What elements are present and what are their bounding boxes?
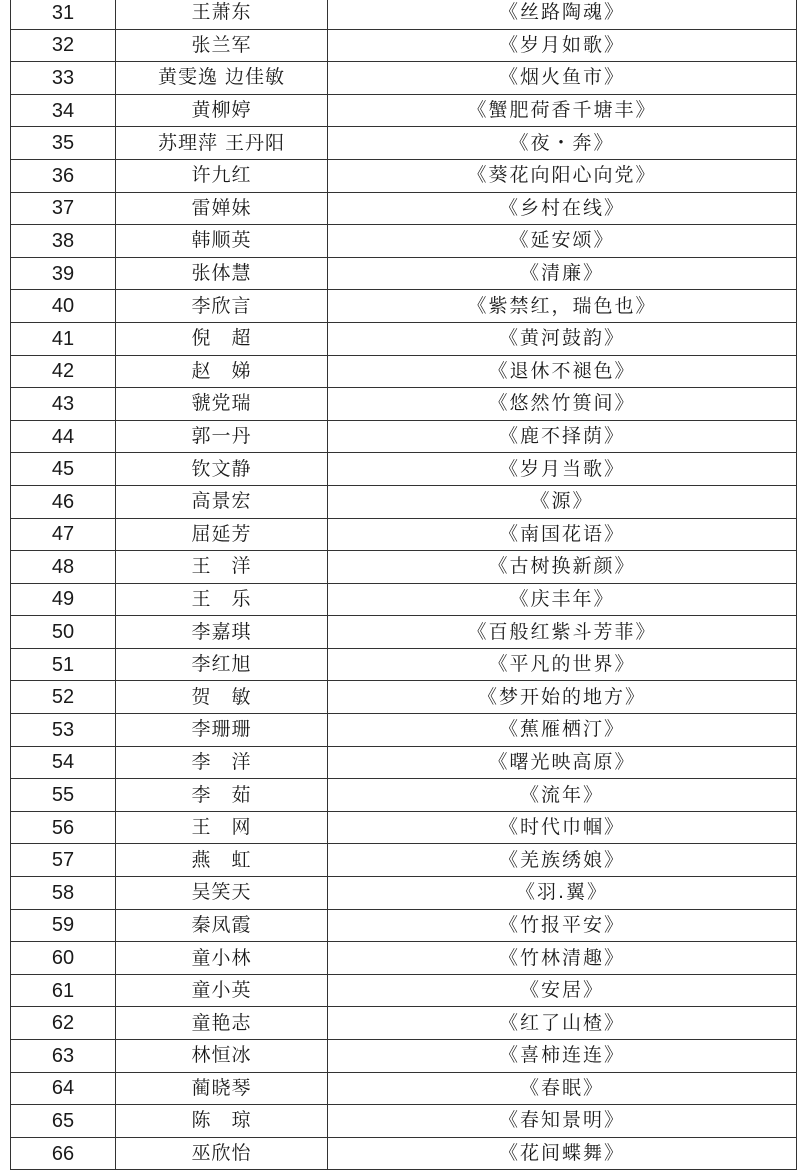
author-name-cell: 王 洋 (116, 551, 328, 584)
entry-number-cell: 54 (11, 746, 116, 779)
author-name-cell: 燕 虹 (116, 844, 328, 877)
entry-number-cell: 66 (11, 1137, 116, 1170)
table-row (11, 0, 797, 29)
work-title-cell: 《退休不褪色》 (328, 355, 797, 388)
author-name-cell: 陈 琼 (116, 1105, 328, 1138)
table-row (11, 648, 797, 681)
author-name-cell: 林恒冰 (116, 1040, 328, 1073)
entry-number-cell: 40 (11, 290, 116, 323)
author-name-cell: 赵 娣 (116, 355, 328, 388)
table-row (11, 94, 797, 127)
table-row (11, 1007, 797, 1040)
table-row (11, 909, 797, 942)
entry-number-cell: 48 (11, 551, 116, 584)
table-row (11, 159, 797, 192)
entry-number-cell: 65 (11, 1105, 116, 1138)
entry-number-cell: 64 (11, 1072, 116, 1105)
author-name-cell: 屈延芳 (116, 518, 328, 551)
entry-number-cell: 37 (11, 192, 116, 225)
work-title-cell: 《羽.翼》 (328, 877, 797, 910)
table-row (11, 420, 797, 453)
table-row (11, 192, 797, 225)
author-name-cell: 高景宏 (116, 485, 328, 518)
entry-number-cell: 34 (11, 94, 116, 127)
table-row (11, 1040, 797, 1073)
author-name-cell: 雷婵妹 (116, 192, 328, 225)
work-title-cell: 《羌族绣娘》 (328, 844, 797, 877)
entry-number-cell: 38 (11, 225, 116, 258)
entry-number-cell: 47 (11, 518, 116, 551)
work-title-cell: 《夜・奔》 (328, 127, 797, 160)
table-row (11, 974, 797, 1007)
work-title-cell: 《流年》 (328, 779, 797, 812)
table-row (11, 29, 797, 62)
author-name-cell: 李珊珊 (116, 714, 328, 747)
entry-number-cell: 58 (11, 877, 116, 910)
entry-number-cell: 36 (11, 159, 116, 192)
work-title-cell: 《平凡的世界》 (328, 648, 797, 681)
author-name-cell: 钦文静 (116, 453, 328, 486)
author-name-cell: 李红旭 (116, 648, 328, 681)
author-name-cell: 李 茹 (116, 779, 328, 812)
author-name-cell: 倪 超 (116, 322, 328, 355)
work-title-cell: 《蟹肥荷香千塘丰》 (328, 94, 797, 127)
work-title-cell: 《延安颂》 (328, 225, 797, 258)
work-title-cell: 《梦开始的地方》 (328, 681, 797, 714)
entry-number-cell: 45 (11, 453, 116, 486)
entry-number-cell: 39 (11, 257, 116, 290)
table-row (11, 225, 797, 258)
work-title-cell: 《烟火鱼市》 (328, 62, 797, 95)
work-title-cell: 《竹报平安》 (328, 909, 797, 942)
author-name-cell: 王 网 (116, 811, 328, 844)
entry-number-cell: 49 (11, 583, 116, 616)
table-row (11, 616, 797, 649)
table-row (11, 1105, 797, 1138)
entry-number-cell: 59 (11, 909, 116, 942)
table-row (11, 485, 797, 518)
work-title-cell: 《悠然竹篑间》 (328, 388, 797, 421)
work-title-cell: 《源》 (328, 485, 797, 518)
work-title-cell: 《南国花语》 (328, 518, 797, 551)
entry-number-cell: 50 (11, 616, 116, 649)
entry-number-cell: 35 (11, 127, 116, 160)
author-name-cell: 苏理萍 王丹阳 (116, 127, 328, 160)
entry-number-cell: 46 (11, 485, 116, 518)
entry-number-cell: 61 (11, 974, 116, 1007)
work-title-cell: 《黄河鼓韵》 (328, 322, 797, 355)
table-row (11, 453, 797, 486)
entries-table (10, 0, 797, 1170)
entry-number-cell: 33 (11, 62, 116, 95)
author-name-cell: 张兰军 (116, 29, 328, 62)
entry-number-cell: 44 (11, 420, 116, 453)
author-name-cell: 童艳志 (116, 1007, 328, 1040)
table-row (11, 877, 797, 910)
author-name-cell: 童小林 (116, 942, 328, 975)
author-name-cell: 吴笑天 (116, 877, 328, 910)
work-title-cell: 《红了山楂》 (328, 1007, 797, 1040)
author-name-cell: 黄雯逸 边佳敏 (116, 62, 328, 95)
work-title-cell: 《百般红紫斗芳菲》 (328, 616, 797, 649)
entry-number-cell: 51 (11, 648, 116, 681)
table-row (11, 1137, 797, 1170)
table-row (11, 290, 797, 323)
entry-number-cell: 62 (11, 1007, 116, 1040)
table-row (11, 551, 797, 584)
entry-number-cell: 53 (11, 714, 116, 747)
entry-number-cell: 52 (11, 681, 116, 714)
entry-number-cell: 31 (11, 0, 116, 29)
entry-number-cell: 60 (11, 942, 116, 975)
work-title-cell: 《竹林清趣》 (328, 942, 797, 975)
author-name-cell: 李 洋 (116, 746, 328, 779)
table-row (11, 681, 797, 714)
table-row (11, 62, 797, 95)
table-row (11, 518, 797, 551)
entry-number-cell: 43 (11, 388, 116, 421)
author-name-cell: 巫欣怡 (116, 1137, 328, 1170)
author-name-cell: 郭一丹 (116, 420, 328, 453)
table-row (11, 844, 797, 877)
work-title-cell: 《春眠》 (328, 1072, 797, 1105)
author-name-cell: 李嘉琪 (116, 616, 328, 649)
table-row (11, 811, 797, 844)
work-title-cell: 《春知景明》 (328, 1105, 797, 1138)
entry-number-cell: 55 (11, 779, 116, 812)
work-title-cell: 《岁月当歌》 (328, 453, 797, 486)
work-title-cell: 《鹿不择荫》 (328, 420, 797, 453)
table-row (11, 257, 797, 290)
author-name-cell: 王 乐 (116, 583, 328, 616)
author-name-cell: 张体慧 (116, 257, 328, 290)
work-title-cell: 《庆丰年》 (328, 583, 797, 616)
table-body (11, 0, 797, 1170)
author-name-cell: 童小英 (116, 974, 328, 1007)
table-row (11, 714, 797, 747)
table-row (11, 355, 797, 388)
work-title-cell: 《古树换新颜》 (328, 551, 797, 584)
table-row (11, 942, 797, 975)
work-title-cell: 《喜柿连连》 (328, 1040, 797, 1073)
author-name-cell: 黄柳婷 (116, 94, 328, 127)
table-row (11, 388, 797, 421)
author-name-cell: 韩顺英 (116, 225, 328, 258)
entry-number-cell: 41 (11, 322, 116, 355)
table-row (11, 746, 797, 779)
work-title-cell: 《丝路陶魂》 (328, 0, 797, 29)
entry-number-cell: 32 (11, 29, 116, 62)
author-name-cell: 虢党瑞 (116, 388, 328, 421)
author-name-cell: 许九红 (116, 159, 328, 192)
work-title-cell: 《紫禁红，瑞色也》 (328, 290, 797, 323)
work-title-cell: 《蕉雁栖汀》 (328, 714, 797, 747)
table-row (11, 1072, 797, 1105)
entry-number-cell: 63 (11, 1040, 116, 1073)
work-title-cell: 《岁月如歌》 (328, 29, 797, 62)
author-name-cell: 秦凤霞 (116, 909, 328, 942)
entry-number-cell: 57 (11, 844, 116, 877)
work-title-cell: 《乡村在线》 (328, 192, 797, 225)
author-name-cell: 王萧东 (116, 0, 328, 29)
work-title-cell: 《葵花向阳心向党》 (328, 159, 797, 192)
entry-number-cell: 56 (11, 811, 116, 844)
table-row (11, 322, 797, 355)
table-row (11, 583, 797, 616)
work-title-cell: 《清廉》 (328, 257, 797, 290)
table-row (11, 779, 797, 812)
work-title-cell: 《花间蝶舞》 (328, 1137, 797, 1170)
work-title-cell: 《时代巾帼》 (328, 811, 797, 844)
table-row (11, 127, 797, 160)
author-name-cell: 贺 敏 (116, 681, 328, 714)
work-title-cell: 《安居》 (328, 974, 797, 1007)
author-name-cell: 李欣言 (116, 290, 328, 323)
work-title-cell: 《曙光映高原》 (328, 746, 797, 779)
entry-number-cell: 42 (11, 355, 116, 388)
author-name-cell: 蔺晓琴 (116, 1072, 328, 1105)
